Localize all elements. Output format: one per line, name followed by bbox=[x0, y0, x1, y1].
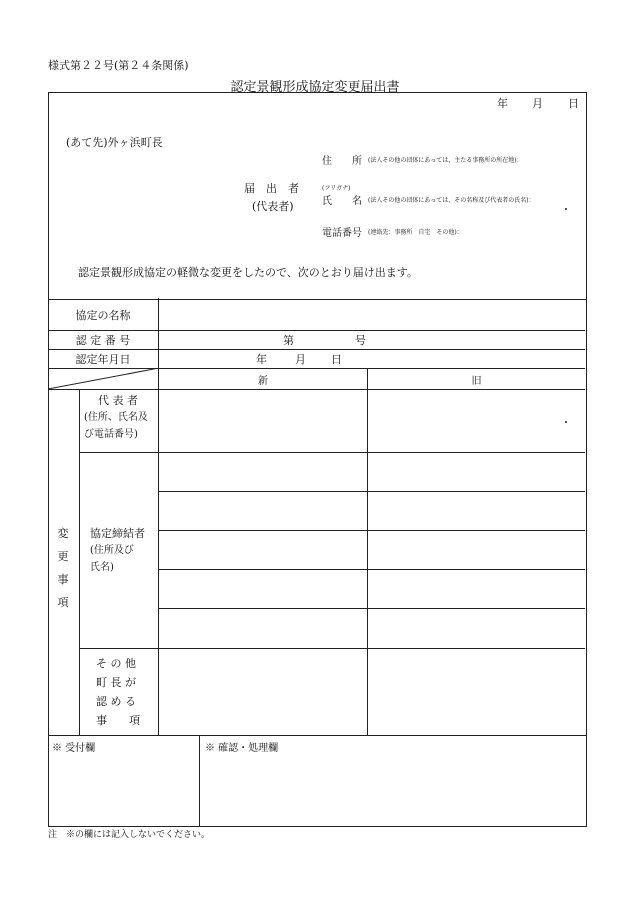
cert-date-year: 年 bbox=[256, 353, 267, 366]
agreement-name-label: 協定の名称 bbox=[75, 309, 131, 322]
change-items-label: 変 更 事 項 bbox=[57, 527, 69, 609]
processing-label: ※ 確認・処理欄 bbox=[205, 743, 279, 754]
col-old-header: 旧 bbox=[471, 375, 482, 387]
date-month-label: 月 bbox=[532, 97, 543, 110]
seal-dot bbox=[565, 208, 567, 210]
footnote: 注 ※の欄には記入しないでください。 bbox=[48, 830, 211, 840]
representative-sublabel: (代表者) bbox=[252, 200, 294, 213]
name-note: (法人その他の団体にあっては、その名称及び代表者の氏名)： bbox=[368, 197, 535, 204]
form-number: 様式第２２号(第２４条関係) bbox=[48, 59, 189, 72]
address-note: (法人その他の団体にあっては、主たる事務所の所在地)： bbox=[368, 157, 523, 164]
date-year-label: 年 bbox=[497, 97, 508, 110]
cert-date-day: 日 bbox=[331, 353, 342, 366]
cert-number-label: 認 定 番 号 bbox=[75, 334, 131, 347]
phone-label: 電話番号 bbox=[322, 228, 362, 239]
other-items-label: そ の 他 町 長 が 認 め る 事 項 bbox=[96, 657, 140, 727]
diagonal-header-cell bbox=[48, 368, 159, 389]
col-new-header: 新 bbox=[258, 375, 268, 387]
cert-date-label: 認定年月日 bbox=[75, 353, 131, 366]
seal-dot bbox=[565, 421, 567, 423]
phone-note: (連絡先：事務所 自宅 その他)： bbox=[368, 229, 463, 236]
parties-label: 協定締結者 (住所及び 氏名) bbox=[90, 527, 145, 573]
applicant-label: 届 出 者 bbox=[244, 182, 299, 195]
furigana-label: (フリガナ) bbox=[322, 185, 351, 192]
addressee: (あて先)外ヶ浜町長 bbox=[66, 136, 163, 149]
name-label: 氏 名 bbox=[322, 196, 362, 207]
cert-number-dai: 第 bbox=[283, 334, 294, 347]
date-day-label: 日 bbox=[568, 97, 579, 110]
reception-label: ※ 受付欄 bbox=[52, 743, 96, 754]
cert-date-month: 月 bbox=[295, 353, 306, 366]
address-label: 住 所 bbox=[322, 156, 362, 167]
cert-number-go: 号 bbox=[355, 334, 366, 347]
page-title: 認定景観形成協定変更届出書 bbox=[230, 80, 400, 95]
statement-text: 認定景観形成協定の軽微な変更をしたので、次のとおり届け出ます。 bbox=[78, 266, 418, 279]
representative-label: 代 表 者 (住所、氏名及 び電話番号) bbox=[84, 394, 148, 440]
office-use-section bbox=[48, 735, 587, 827]
